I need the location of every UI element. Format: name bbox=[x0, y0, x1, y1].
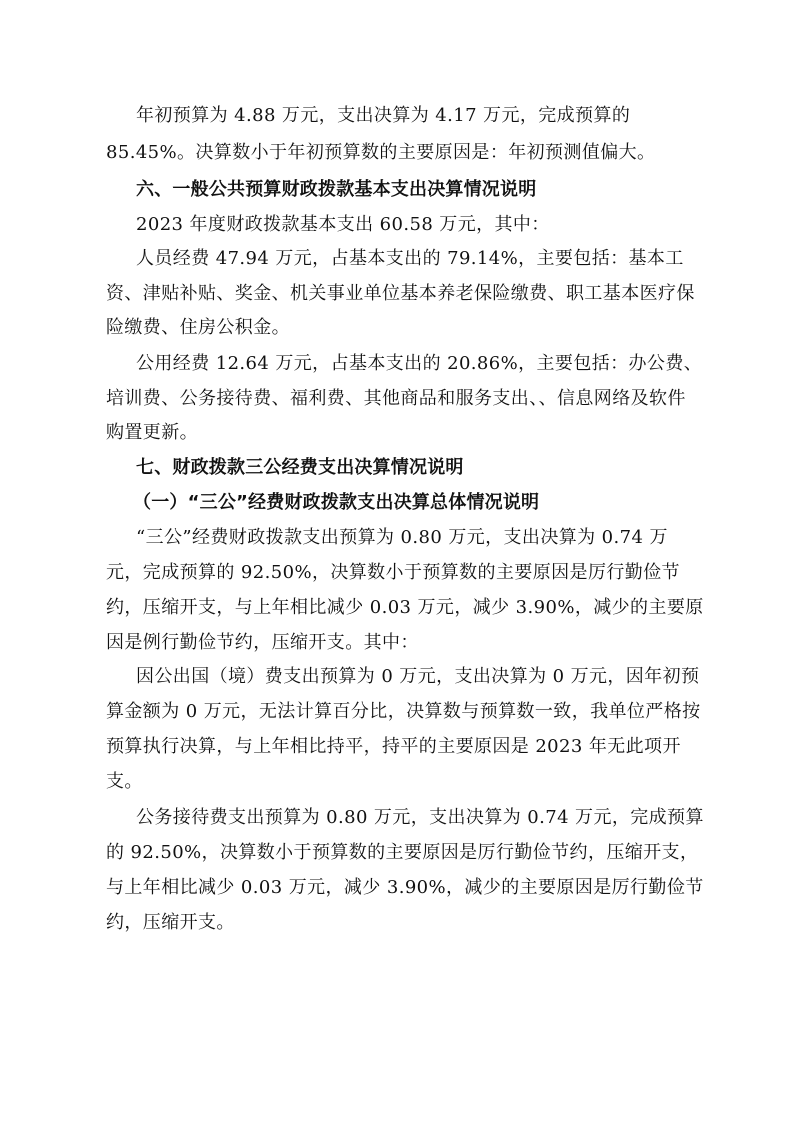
paragraph-line: 年初预算为 4.88 万元，支出决算为 4.17 万元，完成预算的 bbox=[136, 105, 631, 126]
paragraph-line: 2023 年度财政拨款基本支出 60.58 万元，其中： bbox=[136, 214, 550, 235]
paragraph-line: 约，压缩开支。 bbox=[106, 912, 235, 933]
paragraph-line: 预算执行决算，与上年相比持平，持平的主要原因是 2023 年无此项开 bbox=[106, 736, 681, 757]
paragraph-line: 购置更新。 bbox=[106, 422, 198, 443]
subsection-heading: （一）“三公”经费财政拨款支出决算总体情况说明 bbox=[133, 492, 540, 513]
paragraph-line: 培训费、公务接待费、福利费、其他商品和服务支出、、信息网络及软件 bbox=[106, 388, 686, 409]
paragraph-line: 因是例行勤俭节约，压缩开支。其中： bbox=[106, 632, 419, 653]
paragraph-line: 与上年相比减少 0.03 万元，减少 3.90%，减少的主要原因是厉行勤俭节 bbox=[106, 877, 704, 898]
paragraph-line: 因公出国（境）费支出预算为 0 万元，支出决算为 0 万元，因年初预 bbox=[136, 666, 700, 687]
paragraph-line: 约，压缩开支，与上年相比减少 0.03 万元，减少 3.90%，减少的主要原 bbox=[106, 597, 704, 618]
paragraph-line: “三公”经费财政拨款支出预算为 0.80 万元，支出决算为 0.74 万 bbox=[136, 527, 668, 548]
paragraph-line: 资、津贴补贴、奖金、机关事业单位基本养老保险缴费、职工基本医疗保 bbox=[106, 283, 695, 304]
paragraph-line: 元，完成预算的 92.50%，决算数小于预算数的主要原因是厉行勤俭节 bbox=[106, 562, 680, 583]
paragraph-line: 人员经费 47.94 万元，占基本支出的 79.14%，主要包括：基本工 bbox=[136, 248, 684, 269]
paragraph-line: 的 92.50%，决算数小于预算数的主要原因是厉行勤俭节约，压缩开支， bbox=[106, 842, 699, 863]
section-heading: 七、财政拨款三公经费支出决算情况说明 bbox=[136, 457, 464, 478]
paragraph-line: 险缴费、住房公积金。 bbox=[106, 317, 290, 338]
paragraph-line: 算金额为 0 万元，无法计算百分比，决算数与预算数一致，我单位严格按 bbox=[106, 701, 701, 722]
paragraph-line: 支。 bbox=[106, 771, 143, 792]
paragraph-line: 公务接待费支出预算为 0.80 万元，支出决算为 0.74 万元，完成预算 bbox=[136, 807, 704, 828]
paragraph-line: 公用经费 12.64 万元，占基本支出的 20.86%，主要包括：办公费、 bbox=[136, 353, 703, 374]
section-heading: 六、一般公共预算财政拨款基本支出决算情况说明 bbox=[136, 179, 537, 200]
paragraph-line: 85.45%。决算数小于年初预算数的主要原因是：年初预测值偏大。 bbox=[106, 142, 656, 163]
